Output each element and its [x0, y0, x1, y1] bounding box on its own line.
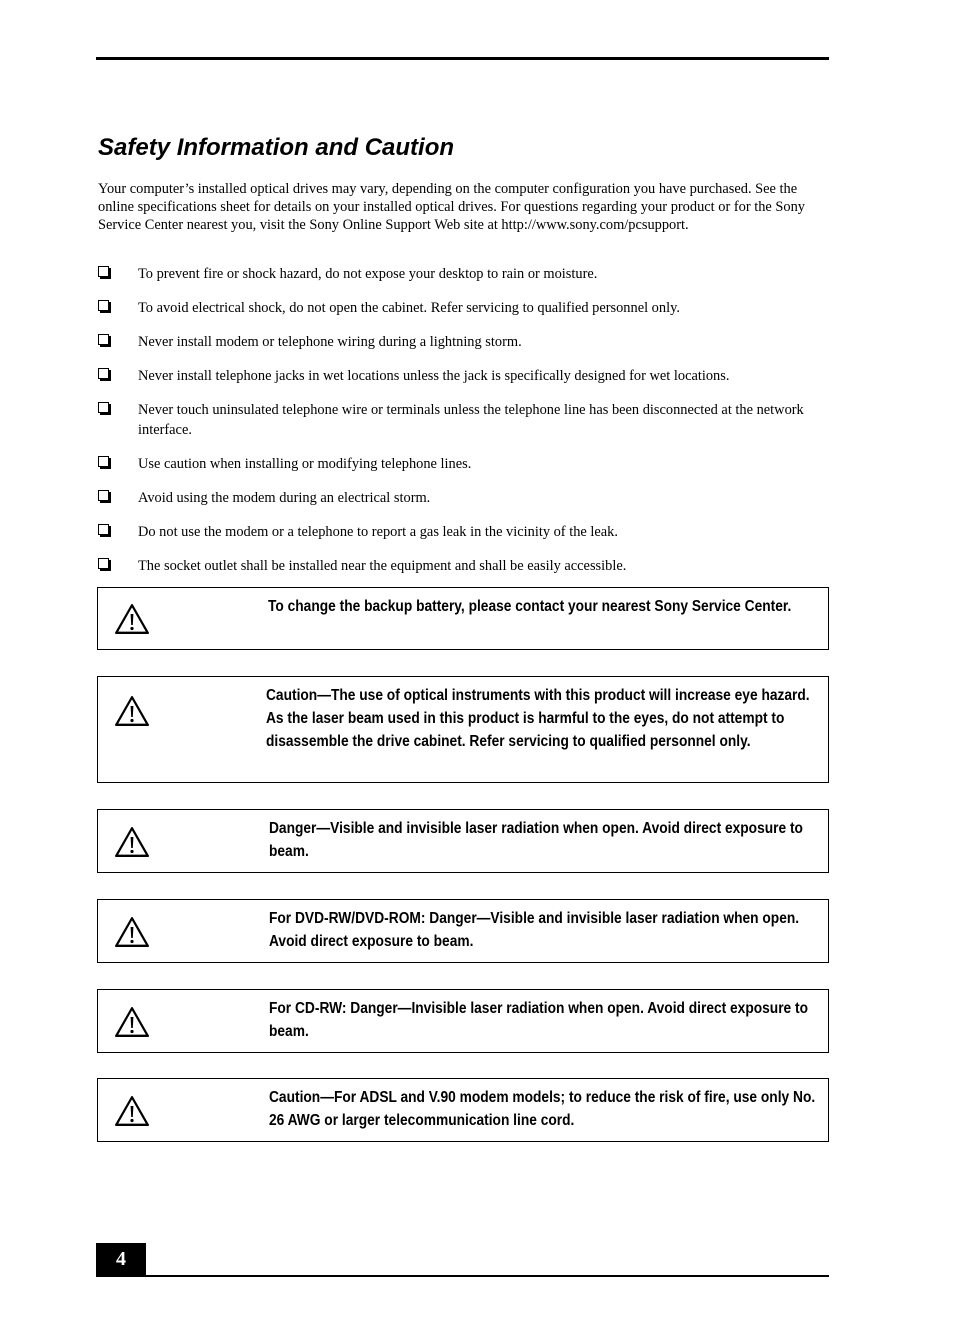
- checkbox-icon: [98, 456, 109, 467]
- caution-box: [97, 587, 829, 650]
- checkbox-icon: [98, 558, 109, 569]
- top-rule: [96, 57, 829, 60]
- caution-box: [97, 676, 829, 783]
- list-item-text: Do not use the modem or a telephone to report a gas leak in the vicinity of the leak.: [138, 524, 618, 540]
- caution-box: [97, 899, 829, 963]
- list-item-text: Never install modem or telephone wiring during a lightning storm.: [138, 334, 522, 350]
- caution-text: Danger—Visible and invisible laser radiation when open. Avoid direct exposure to beam.: [269, 820, 803, 860]
- list-item: [98, 332, 828, 352]
- list-item-text: Use caution when installing or modifying telephone lines.: [138, 456, 472, 472]
- checkbox-icon: [98, 402, 109, 413]
- checkbox-icon: [98, 266, 109, 277]
- warning-triangle-icon: [114, 916, 150, 948]
- caution-text: Caution—The use of optical instruments with this product will increase eye hazard. As the laser beam used in this product is harmful to the eyes, do not attempt to disassemble the drive cabinet. Refer servicing to qualified personnel only.: [266, 687, 810, 750]
- checkbox-icon: [98, 368, 109, 379]
- caution-text: To change the backup battery, please contact your nearest Sony Service Center.: [268, 598, 792, 615]
- caution-box: [97, 809, 829, 873]
- list-item-text: Avoid using the modem during an electrical storm.: [138, 490, 431, 506]
- warning-triangle-icon: [114, 1095, 150, 1127]
- warning-triangle-icon: [114, 695, 150, 727]
- checkbox-icon: [98, 300, 109, 311]
- caution-box: [97, 1078, 829, 1142]
- list-item: [98, 522, 828, 542]
- caution-text: For DVD-RW/DVD-ROM: Danger—Visible and invisible laser radiation when open. Avoid direct exposure to beam.: [269, 910, 800, 950]
- list-item-text: The socket outlet shall be installed near the equipment and shall be easily accessible.: [138, 558, 627, 574]
- list-item: [98, 454, 828, 474]
- list-item-text: To avoid electrical shock, do not open the cabinet. Refer servicing to qualified personnel only.: [138, 300, 680, 316]
- warning-triangle-icon: [114, 1006, 150, 1038]
- list-item: [98, 264, 828, 284]
- caution-text: For CD-RW: Danger—Invisible laser radiation when open. Avoid direct exposure to beam.: [269, 1000, 809, 1040]
- page-number: 4: [96, 1243, 146, 1276]
- list-item: [98, 556, 828, 576]
- checkbox-icon: [98, 490, 109, 501]
- list-item: [98, 400, 828, 440]
- bottom-rule: [96, 1275, 829, 1277]
- caution-box: [97, 989, 829, 1053]
- caution-text: Caution—For ADSL and V.90 modem models; to reduce the risk of fire, use only No. 26 AWG or larger telecommunication line cord.: [269, 1089, 816, 1129]
- checkbox-icon: [98, 524, 109, 535]
- list-item: [98, 488, 828, 508]
- safety-list: [98, 264, 828, 590]
- intro-paragraph: Your computer’s installed optical drives may vary, depending on the computer configuration you have purchased. See the online specifications sheet for details on your installed optical drives. For questions regarding your product or for the Sony Service Center nearest you, visit the Sony Online Support Web site at http://www.sony.com/pcsupport.: [98, 181, 805, 233]
- page-title: Safety Information and Caution: [98, 134, 455, 161]
- warning-triangle-icon: [114, 603, 150, 635]
- list-item-text: To prevent fire or shock hazard, do not expose your desktop to rain or moisture.: [138, 266, 598, 282]
- warning-triangle-icon: [114, 826, 150, 858]
- list-item-text: Never touch uninsulated telephone wire or terminals unless the telephone line has been disconnected at the network interface.: [138, 402, 804, 438]
- list-item: [98, 298, 828, 318]
- list-item-text: Never install telephone jacks in wet locations unless the jack is specifically designed for wet locations.: [138, 368, 730, 384]
- checkbox-icon: [98, 334, 109, 345]
- list-item: [98, 366, 828, 386]
